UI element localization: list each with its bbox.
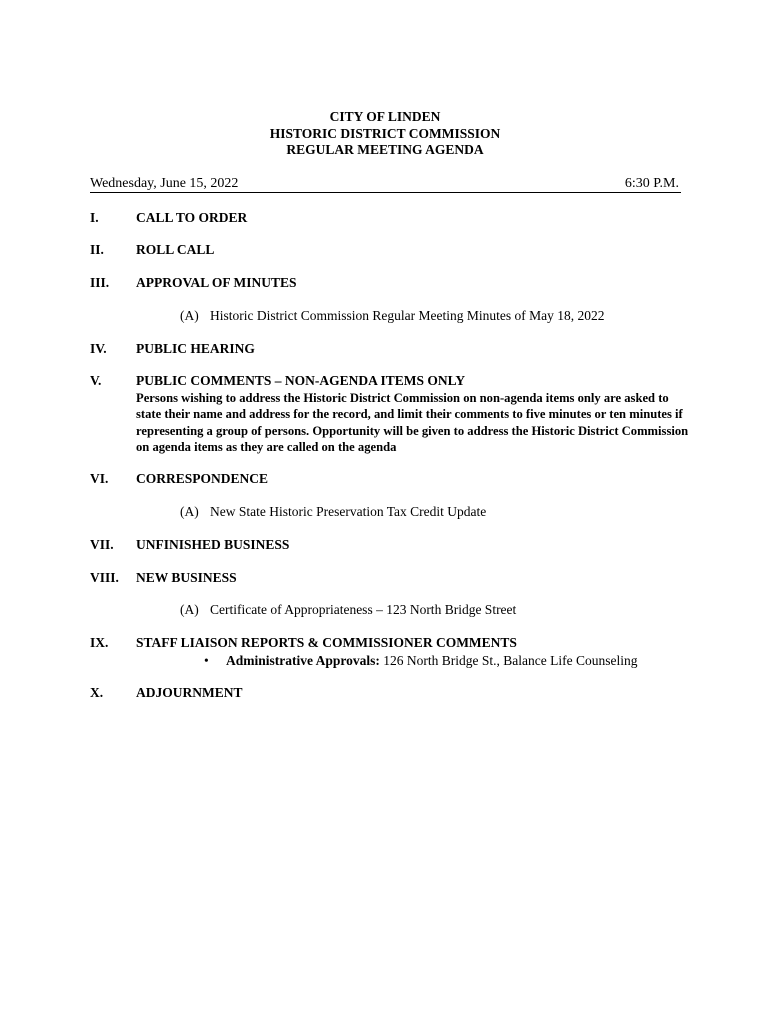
agenda-type: REGULAR MEETING AGENDA — [286, 142, 484, 157]
item-number: II. — [90, 242, 104, 257]
subitem-text: Historic District Commission Regular Meeting Minutes of May 18, 2022 — [210, 308, 605, 323]
bullet-label: Administrative Approvals: — [226, 653, 380, 668]
subitem-letter: (A) — [180, 308, 199, 323]
item-number: IX. — [90, 635, 109, 650]
commission-name: HISTORIC DISTRICT COMMISSION — [269, 125, 501, 141]
city-name: CITY OF LINDEN — [329, 109, 441, 124]
item-title: PUBLIC COMMENTS – NON-AGENDA ITEMS ONLY — [136, 373, 466, 388]
item-number: I. — [90, 210, 99, 225]
subitem-letter: (A) — [180, 602, 199, 617]
item-title: APPROVAL OF MINUTES — [136, 275, 297, 290]
item-number: X. — [90, 685, 104, 700]
subitem-certificate — [180, 602, 516, 619]
bullet-icon: • — [204, 653, 209, 668]
subitem-text: New State Historic Preservation Tax Credit Update — [210, 504, 487, 519]
item-title: NEW BUSINESS — [136, 570, 237, 585]
meeting-date: Wednesday, June 15, 2022 — [90, 176, 239, 191]
bullet-administrative-approvals — [204, 653, 637, 670]
agenda-header — [0, 109, 770, 159]
item-title: CALL TO ORDER — [136, 210, 248, 225]
item-number: VII. — [90, 537, 114, 552]
bullet-text: 126 North Bridge St., Balance Life Counseling — [379, 653, 638, 668]
subitem-text: Certificate of Appropriateness – 123 North Bridge Street — [210, 602, 517, 617]
subitem-tax-credit — [180, 504, 486, 521]
subitem-minutes — [180, 308, 604, 325]
item-number: VI. — [90, 471, 109, 486]
item-number: III. — [90, 275, 110, 290]
item-title: ADJOURNMENT — [136, 685, 243, 700]
item-title: UNFINISHED BUSINESS — [136, 537, 290, 552]
meeting-time: 6:30 P.M. — [624, 176, 679, 191]
item-description: Persons wishing to address the Historic District Commission on non-agenda items only are asked to state their name and address for the record, and limit their comments to five minutes or ten minutes if representing a group of persons. Opportunity will be given to address the Historic District Commission on agenda items as they are called on the agenda — [136, 390, 689, 454]
item-title: ROLL CALL — [136, 242, 215, 257]
item-number: VIII. — [90, 570, 119, 585]
item-title: STAFF LIAISON REPORTS & COMMISSIONER COMMENTS — [136, 635, 517, 650]
item-number: IV. — [90, 341, 107, 356]
item-title: PUBLIC HEARING — [136, 341, 255, 356]
item-title: CORRESPONDENCE — [136, 471, 269, 486]
meeting-dateline — [90, 175, 681, 193]
item-number: V. — [90, 373, 102, 388]
subitem-letter: (A) — [180, 504, 199, 519]
